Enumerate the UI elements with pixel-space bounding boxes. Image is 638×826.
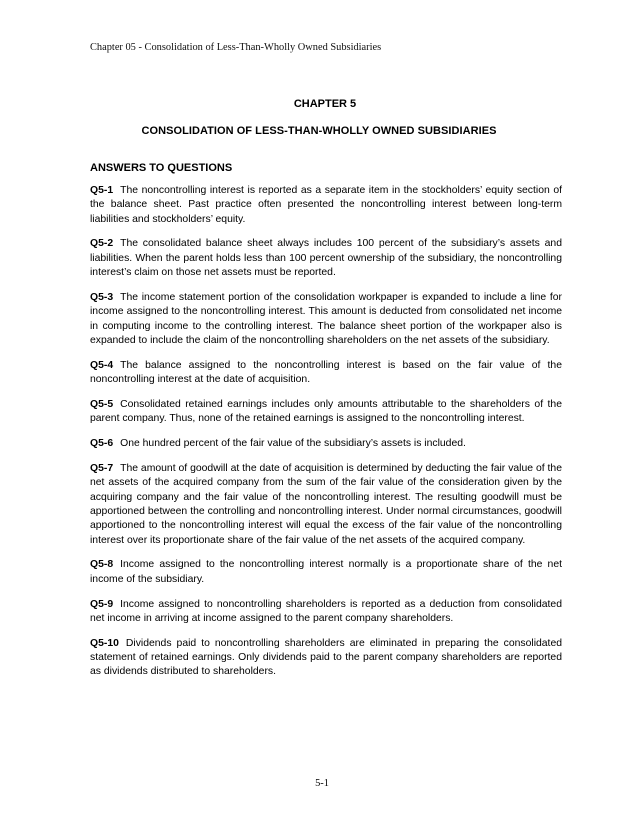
page-number: 5-1	[315, 778, 329, 789]
answer-text: Income assigned to the noncontrolling interest normally is a proportionate share of the net income of the subsidiary.	[90, 559, 562, 585]
answer-q5-5	[90, 398, 562, 427]
question-id: Q5-10	[90, 637, 119, 649]
answer-q5-4	[90, 359, 562, 388]
question-id: Q5-9	[90, 598, 114, 610]
answer-text: The amount of goodwill at the date of acquisition is determined by deducting the fair value of the net assets of the acquired company from the sum of the fair value of the consideration given by the acquiring company and the fair value of the noncontrolling interest. The resulting goodwill must be apportioned between the controlling and noncontrolling interest. Under normal circumstances, goodwill apportioned to the noncontrolling interest will equal the excess of the fair value of the noncontrolling interest over its proportionate share of the fair value of the net assets of the acquired company.	[90, 463, 562, 546]
question-id: Q5-6	[90, 438, 114, 450]
answer-text: The balance assigned to the noncontrolling interest is based on the fair value of the noncontrolling interest at the date of acquisition.	[90, 359, 562, 386]
question-id: Q5-7	[90, 463, 114, 475]
question-id: Q5-4	[90, 359, 114, 371]
chapter-title: CONSOLIDATION OF LESS-THAN-WHOLLY OWNED SUBSIDIARIES	[141, 125, 497, 137]
answer-q5-8	[90, 558, 562, 587]
section-heading: ANSWERS TO QUESTIONS	[90, 162, 233, 174]
answer-text: The income statement portion of the consolidation workpaper is expanded to include a line for income assigned to the noncontrolling interest. This amount is deducted from consolidated net income in computing income to the controlling interest. The balance sheet portion of the workpaper also is expanded to include the claim of the noncontrolling shareholders on the net assets of the subsidiary.	[90, 291, 562, 346]
answer-q5-6	[90, 437, 562, 451]
question-id: Q5-1	[90, 185, 114, 196]
running-header: Chapter 05 - Consolidation of Less-Than-Wholly Owned Subsidiaries	[90, 42, 382, 53]
answer-text: Dividends paid to noncontrolling shareholders are eliminated in preparing the consolidated statement of retained earnings. Only dividends paid to the parent company shareholders are reported as dividends distributed to shareholders.	[90, 637, 562, 678]
answer-q5-2	[90, 237, 562, 280]
answer-text: Income assigned to noncontrolling shareholders is reported as a deduction from consolidated net income in arriving at income assigned to the parent company shareholders.	[90, 598, 562, 624]
chapter-number: CHAPTER 5	[293, 98, 357, 110]
question-id: Q5-3	[90, 291, 114, 303]
answer-q5-10	[90, 637, 562, 680]
question-id: Q5-5	[90, 398, 114, 410]
answer-text: The consolidated balance sheet always includes 100 percent of the subsidiary’s assets and liabilities. When the parent holds less than 100 percent ownership of the subsidiary, the noncontrolling interest’s claim on those net assets must be reported.	[90, 238, 562, 279]
answer-q5-7	[90, 462, 562, 548]
question-id: Q5-2	[90, 238, 114, 250]
answers-list	[90, 184, 562, 690]
answer-text: One hundred percent of the fair value of the subsidiary’s assets is included.	[120, 438, 466, 450]
answer-text: Consolidated retained earnings includes only amounts attributable to the shareholders of the parent company. Thus, none of the retained earnings is assigned to the noncontrolling interest.	[90, 398, 562, 425]
answer-q5-1	[90, 184, 562, 227]
answer-text: The noncontrolling interest is reported as a separate item in the stockholders’ equity section of the balance sheet. Past practice often presented the noncontrolling interest between long-term liabilities and stockholders’ equity.	[90, 185, 562, 225]
question-id: Q5-8	[90, 559, 114, 571]
answer-q5-9	[90, 598, 562, 627]
answer-q5-3	[90, 291, 562, 348]
